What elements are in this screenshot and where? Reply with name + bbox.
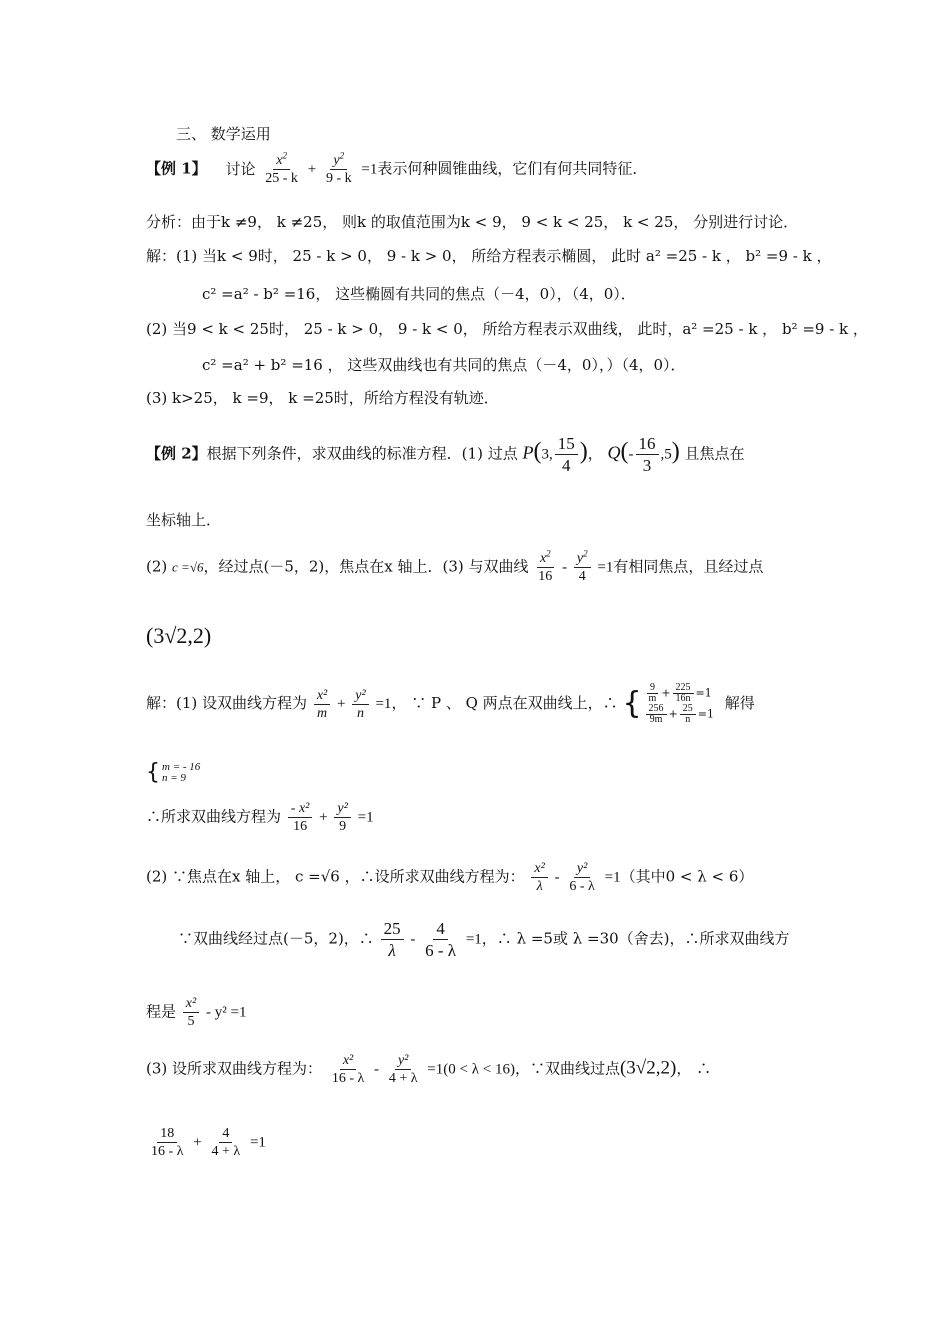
hyperbola-frac-y: $\frac{y^2}{4}$ [574,550,591,585]
solution-3: (3) 设所求双曲线方程为： $\frac{\text{x²}}{16 - \lambda}$ - $\frac{\text{y²}}{4 + \lambda}$ =1(0 < λ < 16)，∵双曲线过点(3√2,2)， ∴ [146,1053,712,1086]
solution-2-b: ∵双曲线经过点(－5，2)，∴ $\frac{25}{\lambda}$ - $\frac{4}{6 - \lambda}$ =1，∴ λ =5或 λ =30（舍去)，∴所求双曲线方 [178,919,790,960]
solution-1-equation: ∴所求双曲线方程为 $\frac{\text{- x²}}{16}$ + $\frac{\text{y²}}{9}$ =1 [146,801,374,834]
p-frac: $\frac{15}{4}$ [555,433,578,476]
ex1-frac-y: $\frac{y^2}{9 - k}$ [325,150,352,186]
q-frac: $\frac{16}{3}$ [636,433,659,476]
s3-point: (3√2,2) [619,1057,677,1079]
solution-1-result: { m = - 16 n = 9 [146,760,201,785]
t1-frac-y: $\frac{\text{y²}}{9}$ [334,800,350,835]
equation-system: { $\frac{9}{m}$ + $\frac{225}{16n}$ =1 $\frac{256}{9m}$ + $\frac{25}{n}$ =1 [622,682,714,725]
s2-frac-y: $\frac{\text{y²}}{6 - \lambda}$ [569,861,595,894]
ex2-point: (3√2,2) [146,623,212,648]
example-2-tag: 【例 2】 [146,444,207,463]
point-q: Q [607,442,621,463]
ex2-line-2: 坐标轴上． [146,511,222,529]
ex1-eq: =1 [361,161,378,178]
point-p: P [522,442,534,463]
solution-2-c: 程是 $\frac{\text{x²}}{5}$ - y² =1 [146,996,247,1029]
ex1-case-3: (3) k>25， k =9， k =25时，所给方程没有轨迹． [146,389,499,407]
example-1-tag: 【例 1】 [146,159,207,178]
ex1-case-1-result: c² =a² - b² =16， 这些椭圆有共同的焦点（－4，0），（4，0）． [202,285,636,303]
ex1-analysis: 分析：由于k ≠9， k ≠25， 则k 的取值范围为k < 9， 9 < k < 25， k < 25， 分别进行讨论． [146,213,799,231]
s2-frac-x: $\frac{\text{x²}}{\lambda}$ [531,860,547,895]
ex2-tail: 且焦点在 [684,444,745,463]
s2b-frac-1: $\frac{25}{\lambda}$ [381,918,404,961]
example-1-statement: 【例 1】 讨论 $\frac{x^2}{25 - k}$ + $\frac{y^2}{9 - k}$ =1表示何种圆锥曲线，它们有何共同特征． [146,150,648,186]
solution-2: (2) ∵焦点在x 轴上， c =√6 ，∴设所求双曲线方程为： $\frac{\text{x²}}{\lambda}$ - $\frac{\text{y²}}{6 - \lambda}$ =1（其中0 < λ < 6） [146,861,754,894]
ex1-lead: 讨论 [225,159,256,178]
ex1-case-2: (2) 当9 < k < 25时， 25 - k > 0， 9 - k < 0， 所给方程表示双曲线， 此时，a² =25 - k ， b² =9 - k ， [146,320,868,338]
ex1-frac-x: $\frac{x^2}{25 - k}$ [265,150,298,186]
sol1-frac-x: $\frac{\text{x²}}{m}$ [314,687,330,722]
ex1-tail: 表示何种圆锥曲线，它们有何共同特征． [377,159,648,178]
solution-3-equation: $\frac{18}{16 - \lambda}$ + $\frac{4}{4 + \lambda}$ =1 [146,1125,266,1160]
s3-frac-y: $\frac{\text{y²}}{4 + \lambda}$ [388,1053,418,1086]
s2b-frac-2: $\frac{4}{6 - \lambda}$ [425,919,457,960]
solution-1: 解：(1) 设双曲线方程为 $\frac{\text{x²}}{m}$ + $\frac{\text{y²}}{n}$ =1， ∵ P 、 Q 两点在双曲线上，∴ { $\frac{9}{m}$ + $\frac{225}{16n}$ =1 $\frac{256}{9m}$ + $\frac{25}{n}$ =1 解得 [146,682,755,725]
s4-frac-1: $\frac{18}{16 - \lambda}$ [151,1126,184,1159]
sol1-frac-y: $\frac{\text{y²}}{n}$ [352,687,368,722]
s3-frac-x: $\frac{\text{x²}}{16 - \lambda}$ [331,1053,365,1086]
t1-frac-x: $\frac{\text{- x²}}{16}$ [288,800,313,835]
ex1-case-1: 解：(1) 当k < 9时， 25 - k > 0， 9 - k > 0， 所给方程表示椭圆， 此时 a² =25 - k ， b² =9 - k ， [146,247,832,265]
c-value: c =√6 [172,559,204,575]
example-2-statement: 【例 2】根据下列条件，求双曲线的标准方程．(1) 过点 P(3, $\frac{15}{4}$ )， Q(- $\frac{16}{3}$ ,5) 且焦点在 [146,434,745,475]
hyperbola-frac-x: $\frac{x^2}{16}$ [538,548,553,584]
s2c-frac: $\frac{\text{x²}}{5}$ [183,995,199,1030]
section-heading: 三、 数学运用 [176,125,271,143]
ex1-case-2-result: c² =a² + b² =16 ， 这些双曲线也有共同的焦点（－4，0），）（4，0）． [202,356,686,374]
s4-frac-2: $\frac{4}{4 + \lambda}$ [211,1126,241,1159]
ex2-lead: 根据下列条件，求双曲线的标准方程．(1) 过点 [206,444,518,463]
ex2-conditions: (2) c =√6，经过点(－5，2)，焦点在x 轴上．(3) 与双曲线 $\frac{x^2}{16}$ - $\frac{y^2}{4}$ =1有相同焦点，且经过点 [146,548,764,584]
